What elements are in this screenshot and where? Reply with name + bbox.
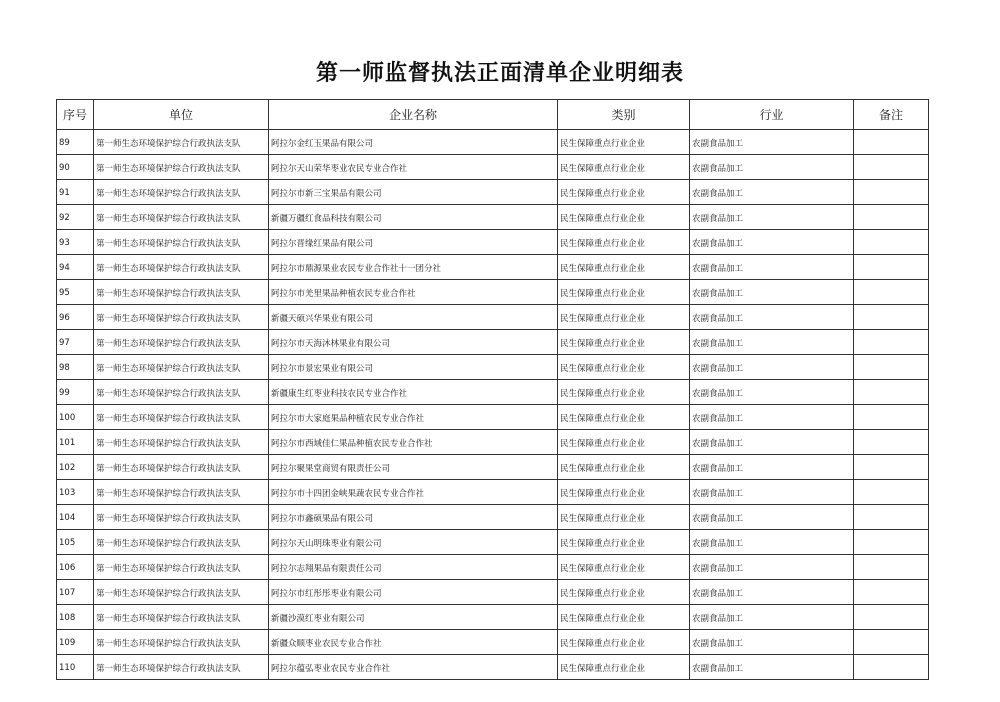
cell-industry: 农副食品加工 [690,580,854,605]
cell-note [854,530,929,555]
cell-index: 109 [57,630,94,655]
cell-industry: 农副食品加工 [690,330,854,355]
cell-industry: 农副食品加工 [690,305,854,330]
cell-category: 民生保障重点行业企业 [558,530,690,555]
cell-unit: 第一师生态环境保护综合行政执法支队 [94,655,269,680]
cell-industry: 农副食品加工 [690,405,854,430]
cell-unit: 第一师生态环境保护综合行政执法支队 [94,280,269,305]
cell-industry: 农副食品加工 [690,155,854,180]
cell-index: 103 [57,480,94,505]
cell-unit: 第一师生态环境保护综合行政执法支队 [94,180,269,205]
cell-note [854,505,929,530]
cell-category: 民生保障重点行业企业 [558,355,690,380]
cell-category: 民生保障重点行业企业 [558,155,690,180]
table-row [57,405,929,430]
cell-category: 民生保障重点行业企业 [558,455,690,480]
cell-category: 民生保障重点行业企业 [558,380,690,405]
table-row [57,230,929,255]
cell-unit: 第一师生态环境保护综合行政执法支队 [94,380,269,405]
cell-company-name: 阿拉尔市红彤彤枣业有限公司 [269,580,558,605]
cell-unit: 第一师生态环境保护综合行政执法支队 [94,630,269,655]
cell-note [854,605,929,630]
cell-company-name: 新疆沙漠红枣业有限公司 [269,605,558,630]
cell-category: 民生保障重点行业企业 [558,630,690,655]
cell-note [854,380,929,405]
cell-industry: 农副食品加工 [690,180,854,205]
cell-unit: 第一师生态环境保护综合行政执法支队 [94,330,269,355]
cell-index: 100 [57,405,94,430]
cell-company-name: 阿拉尔市鑫硕果品有限公司 [269,505,558,530]
table-row [57,305,929,330]
table-row [57,180,929,205]
cell-index: 90 [57,155,94,180]
cell-company-name: 阿拉尔市新三宝果品有限公司 [269,180,558,205]
cell-index: 92 [57,205,94,230]
cell-industry: 农副食品加工 [690,355,854,380]
table-row [57,655,929,680]
cell-unit: 第一师生态环境保护综合行政执法支队 [94,455,269,480]
table-row [57,330,929,355]
cell-category: 民生保障重点行业企业 [558,255,690,280]
cell-unit: 第一师生态环境保护综合行政执法支队 [94,355,269,380]
cell-note [854,305,929,330]
cell-index: 108 [57,605,94,630]
cell-unit: 第一师生态环境保护综合行政执法支队 [94,205,269,230]
table-row [57,280,929,305]
cell-company-name: 新疆众顺枣业农民专业合作社 [269,630,558,655]
cell-unit: 第一师生态环境保护综合行政执法支队 [94,530,269,555]
cell-category: 民生保障重点行业企业 [558,205,690,230]
cell-note [854,355,929,380]
table-row [57,155,929,180]
cell-note [854,630,929,655]
cell-index: 99 [57,380,94,405]
cell-industry: 农副食品加工 [690,655,854,680]
cell-company-name: 阿拉尔天山荣华枣业农民专业合作社 [269,155,558,180]
cell-category: 民生保障重点行业企业 [558,280,690,305]
cell-note [854,405,929,430]
cell-index: 104 [57,505,94,530]
cell-category: 民生保障重点行业企业 [558,505,690,530]
cell-industry: 农副食品加工 [690,430,854,455]
cell-category: 民生保障重点行业企业 [558,430,690,455]
cell-unit: 第一师生态环境保护综合行政执法支队 [94,605,269,630]
cell-company-name: 阿拉尔市鼎源果业农民专业合作社十一团分社 [269,255,558,280]
cell-note [854,480,929,505]
cell-unit: 第一师生态环境保护综合行政执法支队 [94,155,269,180]
cell-unit: 第一师生态环境保护综合行政执法支队 [94,130,269,155]
cell-industry: 农副食品加工 [690,480,854,505]
cell-industry: 农副食品加工 [690,605,854,630]
cell-company-name: 新疆天硕兴华果业有限公司 [269,305,558,330]
cell-note [854,205,929,230]
cell-company-name: 阿拉尔市西域佳仁果品种植农民专业合作社 [269,430,558,455]
cell-company-name: 阿拉尔志翔果品有限责任公司 [269,555,558,580]
cell-unit: 第一师生态环境保护综合行政执法支队 [94,255,269,280]
table-row [57,630,929,655]
table-row [57,505,929,530]
cell-industry: 农副食品加工 [690,255,854,280]
cell-unit: 第一师生态环境保护综合行政执法支队 [94,430,269,455]
cell-index: 89 [57,130,94,155]
cell-unit: 第一师生态环境保护综合行政执法支队 [94,230,269,255]
cell-index: 93 [57,230,94,255]
cell-company-name: 阿拉尔市羌里果品种植农民专业合作社 [269,280,558,305]
cell-industry: 农副食品加工 [690,555,854,580]
cell-note [854,580,929,605]
cell-note [854,280,929,305]
cell-index: 110 [57,655,94,680]
cell-index: 101 [57,430,94,455]
cell-index: 94 [57,255,94,280]
cell-note [854,180,929,205]
table-row [57,580,929,605]
cell-index: 106 [57,555,94,580]
table-row [57,255,929,280]
table-row [57,605,929,630]
cell-company-name: 阿拉尔晋缘红果品有限公司 [269,230,558,255]
cell-index: 97 [57,330,94,355]
cell-category: 民生保障重点行业企业 [558,180,690,205]
cell-unit: 第一师生态环境保护综合行政执法支队 [94,555,269,580]
cell-company-name: 阿拉尔天山明珠枣业有限公司 [269,530,558,555]
header-company-name: 企业名称 [269,100,558,130]
cell-category: 民生保障重点行业企业 [558,605,690,630]
header-category: 类别 [558,100,690,130]
cell-note [854,430,929,455]
cell-index: 105 [57,530,94,555]
cell-company-name: 新疆康生红枣业科技农民专业合作社 [269,380,558,405]
cell-index: 107 [57,580,94,605]
table-header-row [57,100,929,130]
table-row [57,480,929,505]
cell-category: 民生保障重点行业企业 [558,305,690,330]
cell-index: 95 [57,280,94,305]
table-row [57,355,929,380]
cell-category: 民生保障重点行业企业 [558,405,690,430]
cell-index: 91 [57,180,94,205]
cell-note [854,330,929,355]
page-title: 第一师监督执法正面清单企业明细表 [315,60,684,86]
cell-company-name: 阿拉尔市十四团金峡果蔬农民专业合作社 [269,480,558,505]
cell-company-name: 阿拉尔聚果堂商贸有限责任公司 [269,455,558,480]
cell-unit: 第一师生态环境保护综合行政执法支队 [94,305,269,330]
detail-table [56,99,929,680]
header-index: 序号 [57,100,94,130]
cell-company-name: 阿拉尔市大家庭果品种植农民专业合作社 [269,405,558,430]
cell-category: 民生保障重点行业企业 [558,330,690,355]
cell-category: 民生保障重点行业企业 [558,480,690,505]
cell-company-name: 阿拉尔金红玉果品有限公司 [269,130,558,155]
header-industry: 行业 [690,100,854,130]
table-row [57,380,929,405]
table-row [57,205,929,230]
header-unit: 单位 [94,100,269,130]
cell-note [854,155,929,180]
cell-company-name: 阿拉尔蕴弘枣业农民专业合作社 [269,655,558,680]
header-note: 备注 [854,100,929,130]
cell-unit: 第一师生态环境保护综合行政执法支队 [94,580,269,605]
cell-category: 民生保障重点行业企业 [558,580,690,605]
cell-note [854,555,929,580]
cell-index: 96 [57,305,94,330]
table-row [57,455,929,480]
cell-note [854,255,929,280]
table-row [57,530,929,555]
cell-note [854,455,929,480]
cell-note [854,655,929,680]
cell-company-name: 新疆万疆红食品科技有限公司 [269,205,558,230]
cell-industry: 农副食品加工 [690,280,854,305]
cell-industry: 农副食品加工 [690,205,854,230]
cell-industry: 农副食品加工 [690,505,854,530]
table-row [57,555,929,580]
cell-company-name: 阿拉尔市景宏果业有限公司 [269,355,558,380]
cell-category: 民生保障重点行业企业 [558,230,690,255]
cell-industry: 农副食品加工 [690,380,854,405]
cell-industry: 农副食品加工 [690,230,854,255]
table-row [57,130,929,155]
cell-note [854,230,929,255]
cell-industry: 农副食品加工 [690,530,854,555]
cell-category: 民生保障重点行业企业 [558,130,690,155]
cell-industry: 农副食品加工 [690,130,854,155]
cell-industry: 农副食品加工 [690,455,854,480]
cell-unit: 第一师生态环境保护综合行政执法支队 [94,405,269,430]
cell-category: 民生保障重点行业企业 [558,555,690,580]
cell-index: 98 [57,355,94,380]
cell-index: 102 [57,455,94,480]
table-row [57,430,929,455]
cell-note [854,130,929,155]
cell-unit: 第一师生态环境保护综合行政执法支队 [94,505,269,530]
cell-unit: 第一师生态环境保护综合行政执法支队 [94,480,269,505]
cell-company-name: 阿拉尔市天海沐林果业有限公司 [269,330,558,355]
cell-category: 民生保障重点行业企业 [558,655,690,680]
cell-industry: 农副食品加工 [690,630,854,655]
